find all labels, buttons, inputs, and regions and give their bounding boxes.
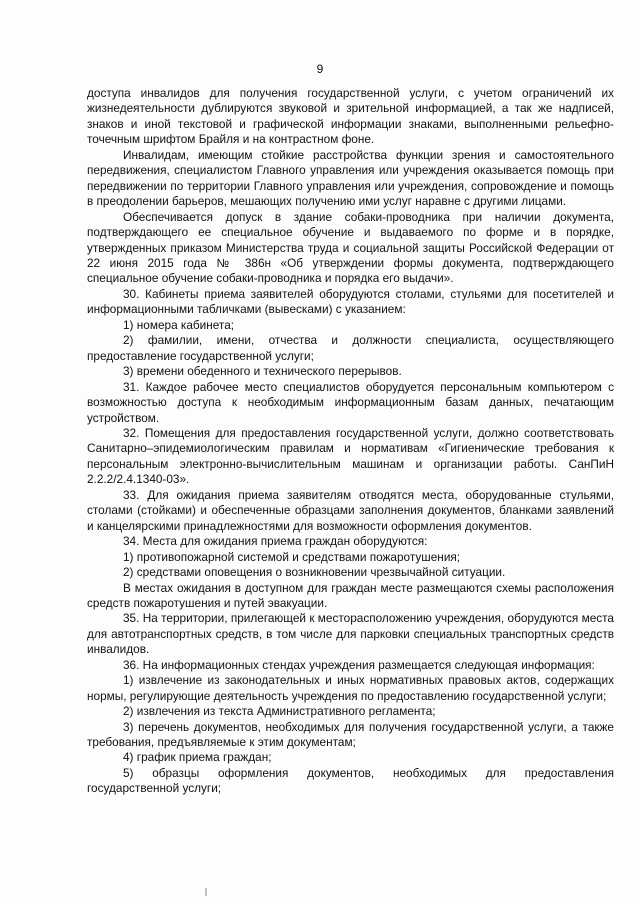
list-item: 1) номера кабинета;	[123, 317, 235, 332]
document-body	[87, 86, 614, 797]
list-item: 2) фамилии, имени, отчества и должности специалиста, осуществляющего предоставление государственной услуги;	[87, 333, 614, 363]
paragraph: Инвалидам, имеющим стойкие расстройства функции зрения и самостоятельного передвижения, специалистом Главного управления или учреждения оказывается помощь при передвижении по территории Главного управления или учреждения, сопровождение и помощь в преодолении барьеров, мешающих получению ими услуг наравне с другими лицами.	[87, 147, 614, 209]
list-item: 1) противопожарной системой и средствами пожаротушения;	[123, 549, 461, 564]
paragraph: доступа инвалидов для получения государственной услуги, с учетом ограничений их жизнедеятельности дублируются звуковой и зрительной информацией, а так же надписей, знаков и иной текстовой и графической информации знаками, выполненными рельефно-точечным шрифтом Брайля и на контрастном фоне.	[87, 86, 614, 147]
paragraph: 30. Кабинеты приема заявителей оборудуются столами, стульями для посетителей и информационными табличками (вывесками) с указанием:	[87, 286, 614, 317]
paragraph: 32. Помещения для предоставления государственной услуги, должно соответствовать Санитарно–эпидемиологическим правилам и нормативам «Гигиенические требования к персональным электронно-вычислительным машинам и организации работы. СанПиН 2.2.2/2.4.1340-03».	[87, 425, 614, 487]
paragraph: 35. На территории, прилегающей к месторасположению учреждения, оборудуются места для автотранспортных средств, в том числе для парковки специальных транспортных средств инвалидов.	[87, 611, 614, 657]
list-item: 5) образцы оформления документов, необходимых для предоставления государственной услуги;	[87, 765, 614, 796]
list-item: 4) график приема граждан;	[123, 750, 272, 765]
page-number: 9	[316, 62, 324, 76]
paragraph: 31. Каждое рабочее место специалистов оборудуется персональным компьютером с возможностью доступа к необходимым информационным базам данных, печатающим устройством.	[87, 379, 614, 425]
list-item: 1) извлечение из законодательных и иных нормативных правовых актов, содержащих нормы, регулирующие деятельность учреждения по предоставлению государственной услуги;	[87, 673, 614, 703]
scan-mark	[205, 888, 207, 896]
paragraph: Обеспечивается допуск в здание собаки-проводника при наличии документа, подтверждающего ее специальное обучение и выдаваемого по форме и в порядке, утвержденных приказом Министерства труда и социальной защиты Российской Федерации от 22 июня 2015 года № 386н «Об утверждении формы документа, подтверждающего специальное обучение собаки-проводника и порядка его выдачи».	[87, 209, 614, 286]
list-item: 2) средствами оповещения о возникновении чрезвычайной ситуации.	[123, 565, 506, 580]
list-item: 2) извлечения из текста Административного регламента;	[123, 704, 436, 719]
paragraph: 33. Для ожидания приема заявителям отводятся места, оборудованные стульями, столами (стойками) и обеспеченные образцами заполнения документов, бланками заявлений и канцелярскими принадлежностями для возможности оформления документов.	[87, 487, 614, 533]
list-item: 3) перечень документов, необходимых для получения государственной услуги, а также требования, предъявляемые к этим документам;	[87, 719, 614, 750]
list-item: 3) времени обеденного и технического перерывов.	[123, 364, 402, 379]
paragraph: 34. Места для ожидания приема граждан оборудуются:	[123, 534, 428, 549]
paragraph: 36. На информационных стендах учреждения размещается следующая информация:	[123, 657, 595, 672]
paragraph: В местах ожидания в доступном для граждан месте размещаются схемы расположения средств пожаротушения и путей эвакуации.	[87, 580, 614, 610]
